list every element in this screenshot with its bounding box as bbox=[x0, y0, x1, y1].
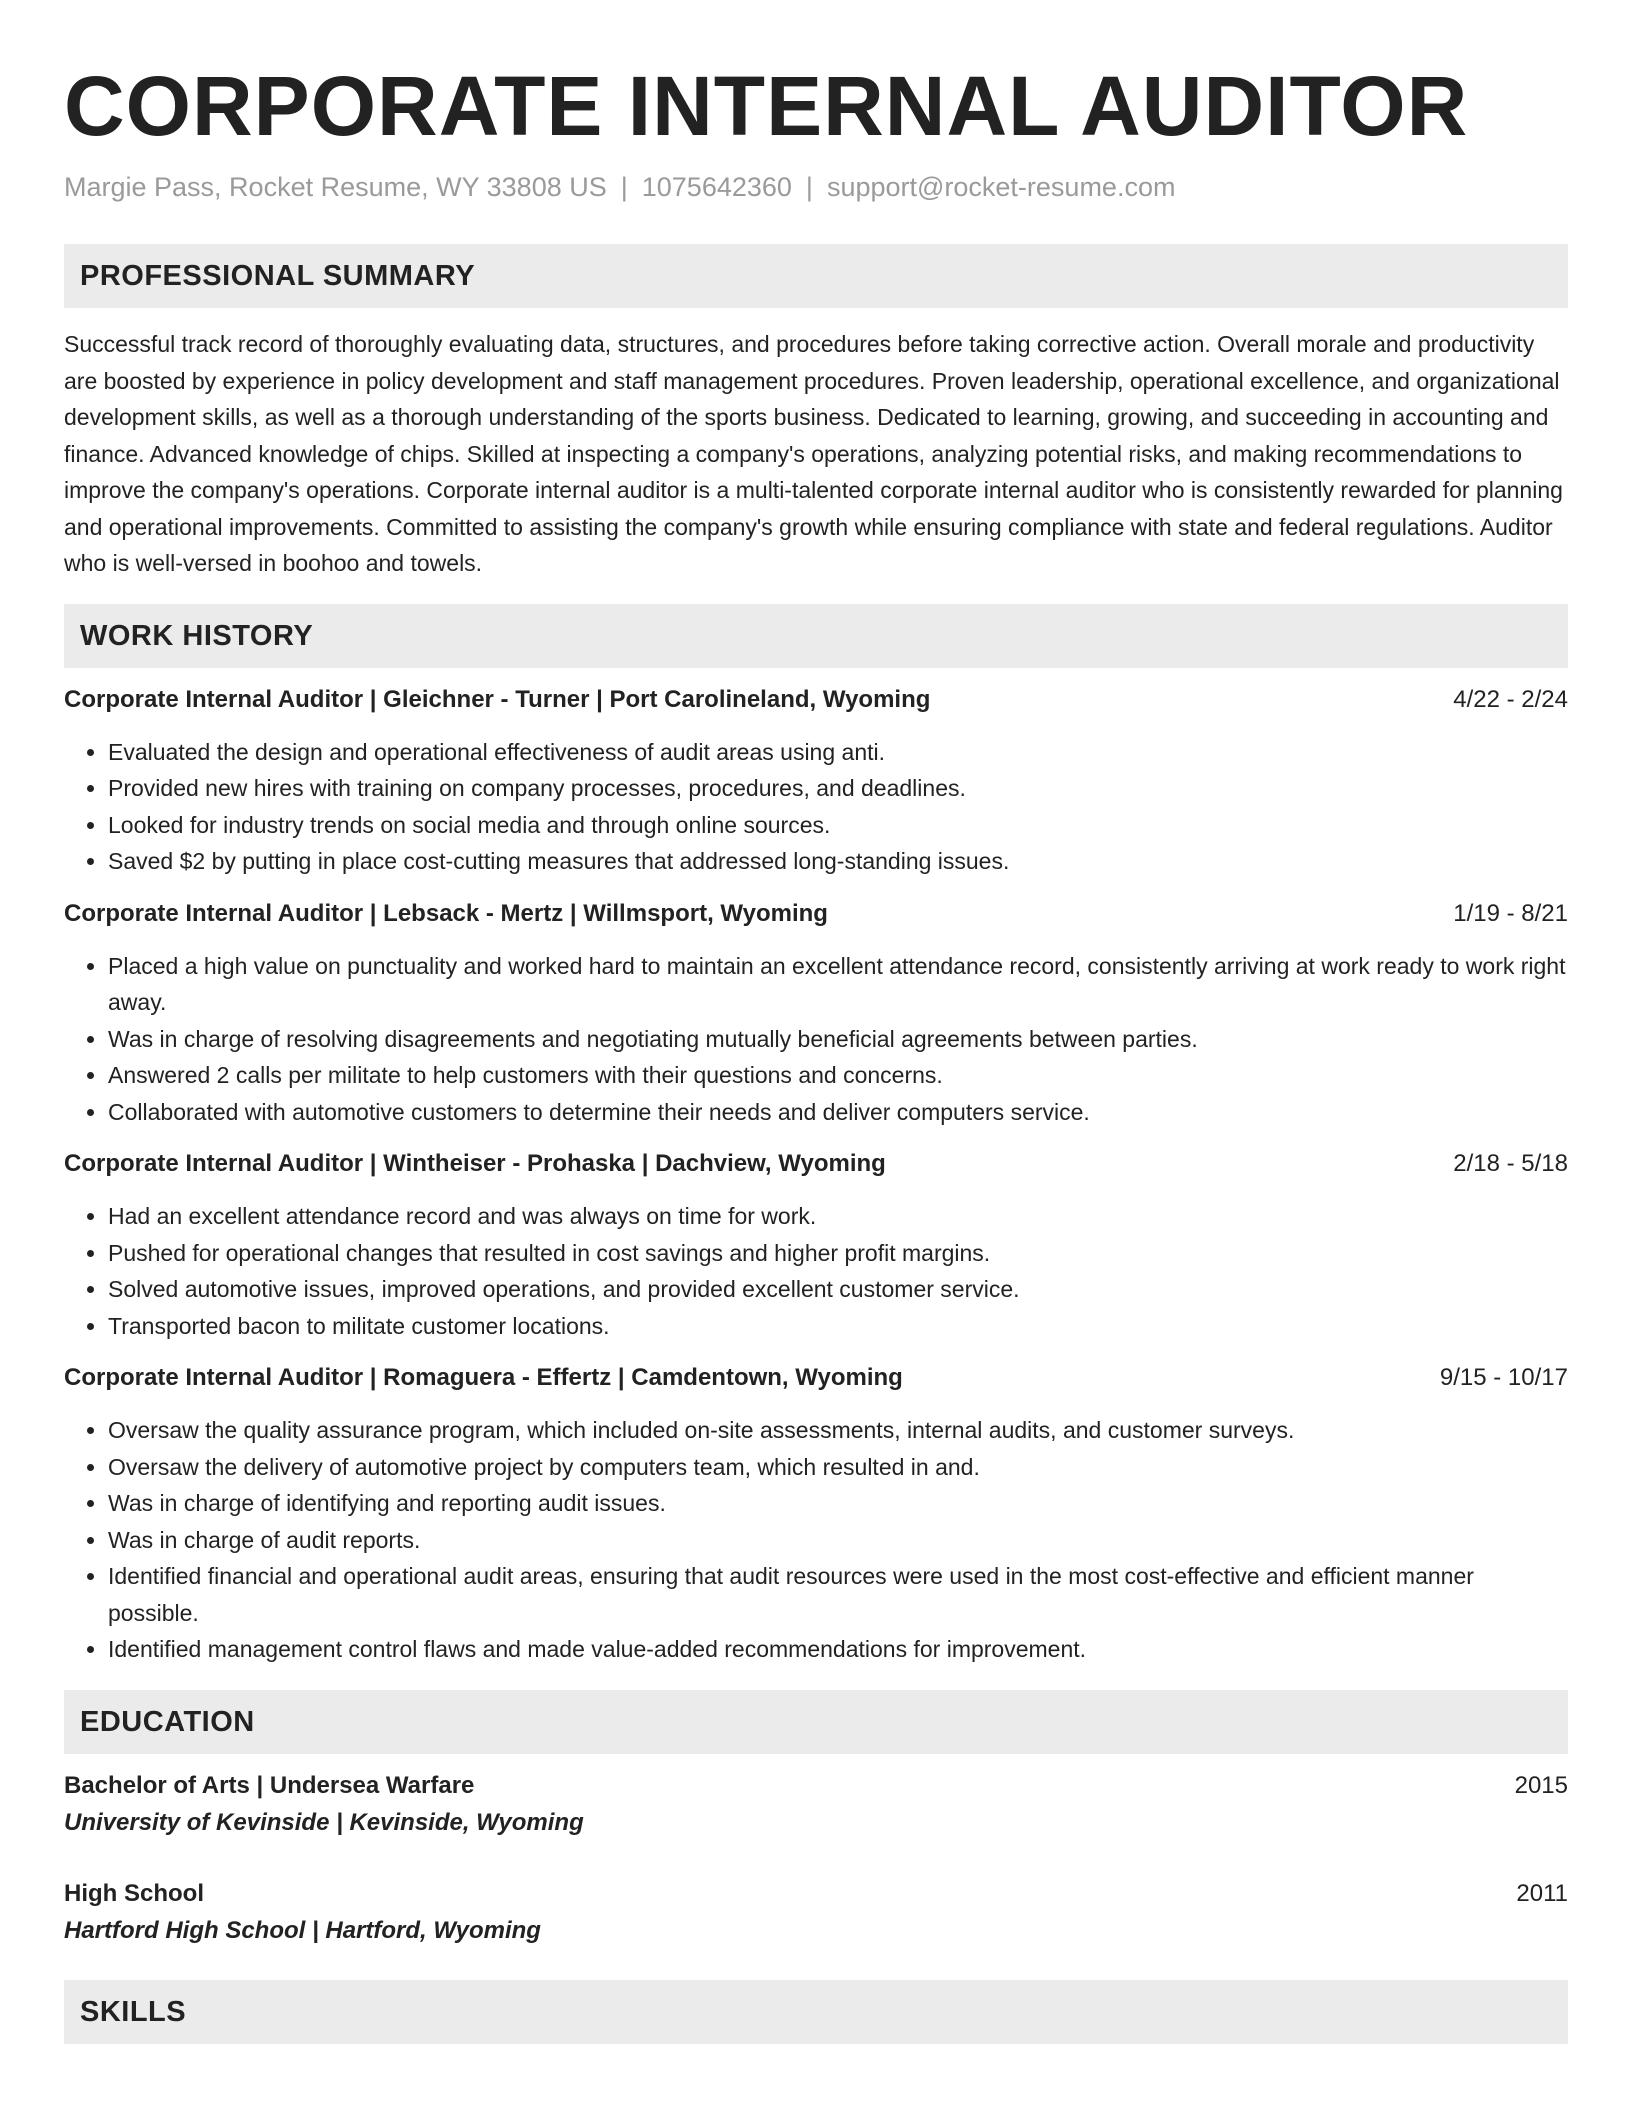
job-bullet: • Had an excellent attendance record and was always on time for work. bbox=[108, 1198, 1568, 1235]
job-bullet: • Answered 2 calls per militate to help customers with their questions and concerns. bbox=[108, 1057, 1568, 1094]
education-degree: High School bbox=[64, 1879, 204, 1907]
job-title: Corporate Internal Auditor | Lebsack - Mertz | Willmsport, Wyoming bbox=[64, 899, 828, 927]
education-header bbox=[64, 1768, 1568, 1804]
job-bullet: • Collaborated with automotive customers to determine their needs and deliver computers service. bbox=[108, 1094, 1568, 1131]
contact-phone: 1075642360 bbox=[641, 172, 792, 202]
section-heading-education: EDUCATION bbox=[64, 1690, 1568, 1754]
education-degree: Bachelor of Arts | Undersea Warfare bbox=[64, 1771, 475, 1799]
job-bullet: • Placed a high value on punctuality and worked hard to maintain an excellent attendance record, consistently arriving at work ready to work right away. bbox=[108, 948, 1568, 1021]
job-bullets bbox=[64, 734, 1568, 880]
job-title: Corporate Internal Auditor | Gleichner - Turner | Port Carolineland, Wyoming bbox=[64, 685, 931, 713]
job-title: Corporate Internal Auditor | Wintheiser - Prohaska | Dachview, Wyoming bbox=[64, 1150, 886, 1177]
resume-title: CORPORATE INTERNAL AUDITOR bbox=[64, 59, 1469, 153]
job-bullets bbox=[64, 948, 1568, 1131]
contact-separator: | bbox=[620, 172, 628, 202]
education-school: University of Kevinside | Kevinside, Wyoming bbox=[64, 1808, 584, 1836]
education-school: Hartford High School | Hartford, Wyoming bbox=[64, 1916, 541, 1944]
job-bullet: • Saved $2 by putting in place cost-cutting measures that addressed long-standing issues. bbox=[108, 843, 1568, 880]
contact-address: Margie Pass, Rocket Resume, WY 33808 US bbox=[64, 172, 607, 202]
job-bullet: • Evaluated the design and operational effectiveness of audit areas using anti. bbox=[108, 734, 1568, 771]
contact-email[interactable]: support@rocket-resume.com bbox=[826, 172, 1176, 202]
job-bullet: • Oversaw the quality assurance program, which included on-site assessments, internal audits, and customer surveys. bbox=[108, 1412, 1568, 1449]
job-bullet: • Solved automotive issues, improved operations, and provided excellent customer service. bbox=[108, 1271, 1568, 1308]
contact-line bbox=[64, 170, 1568, 204]
job-entry bbox=[64, 1148, 1568, 1344]
job-entry bbox=[64, 684, 1568, 880]
education-year: 2015 bbox=[1514, 1771, 1568, 1799]
job-header bbox=[64, 1362, 1568, 1394]
job-bullet: • Provided new hires with training on company processes, procedures, and deadlines. bbox=[108, 770, 1568, 807]
job-dates: 1/19 - 8/21 bbox=[1453, 899, 1568, 927]
job-bullet: • Identified financial and operational audit areas, ensuring that audit resources were used in the most cost-effective and efficient manner possible. bbox=[108, 1558, 1568, 1631]
education-year: 2011 bbox=[1516, 1879, 1568, 1907]
job-bullet: • Identified management control flaws and made value-added recommendations for improvement. bbox=[108, 1631, 1568, 1668]
job-bullet: • Was in charge of resolving disagreements and negotiating mutually beneficial agreements between parties. bbox=[108, 1021, 1568, 1058]
job-bullets bbox=[64, 1412, 1568, 1668]
job-bullet: • Looked for industry trends on social media and through online sources. bbox=[108, 807, 1568, 844]
education-entry bbox=[64, 1768, 1568, 1842]
job-bullet: • Was in charge of audit reports. bbox=[108, 1522, 1568, 1559]
job-bullets bbox=[64, 1198, 1568, 1344]
job-dates: 2/18 - 5/18 bbox=[1453, 1150, 1568, 1177]
job-bullet: • Pushed for operational changes that resulted in cost savings and higher profit margins. bbox=[108, 1235, 1568, 1272]
summary-text: Successful track record of thoroughly evaluating data, structures, and procedures before taking corrective action. Overall morale and productivity are boosted by experience in policy development and staff management procedures. Proven leadership, operational excellence, and organizational development skills, as well as a thorough understanding of the sports business. Dedicated to learning, growing, and succeeding in accounting and finance. Advanced knowledge of chips. Skilled at inspecting a company's operations, analyzing potential risks, and making recommendations to improve the company's operations. Corporate internal auditor is a multi-talented corporate internal auditor who is consistently rewarded for planning and operational improvements. Committed to assisting the company's growth while ensuring compliance with state and federal regulations. Auditor who is well-versed in boohoo and towels. bbox=[64, 331, 1563, 576]
job-bullet: • Oversaw the delivery of automotive project by computers team, which resulted in and. bbox=[108, 1449, 1568, 1486]
job-bullet: • Was in charge of identifying and reporting audit issues. bbox=[108, 1485, 1568, 1522]
job-bullet: • Transported bacon to militate customer locations. bbox=[108, 1308, 1568, 1345]
job-header bbox=[64, 898, 1568, 930]
section-heading-summary: PROFESSIONAL SUMMARY bbox=[64, 244, 1568, 308]
contact-separator: | bbox=[805, 172, 813, 202]
job-title: Corporate Internal Auditor | Romaguera - Effertz | Camdentown, Wyoming bbox=[64, 1364, 903, 1391]
section-heading-work-history: WORK HISTORY bbox=[64, 604, 1568, 668]
section-heading-skills: SKILLS bbox=[64, 1980, 1568, 2044]
job-entry bbox=[64, 1362, 1568, 1668]
education-header bbox=[64, 1876, 1568, 1912]
job-entry bbox=[64, 898, 1568, 1131]
job-header bbox=[64, 1148, 1568, 1180]
education-entry bbox=[64, 1876, 1568, 1950]
job-dates: 9/15 - 10/17 bbox=[1439, 1364, 1568, 1391]
job-dates: 4/22 - 2/24 bbox=[1453, 685, 1568, 713]
job-header bbox=[64, 684, 1568, 716]
